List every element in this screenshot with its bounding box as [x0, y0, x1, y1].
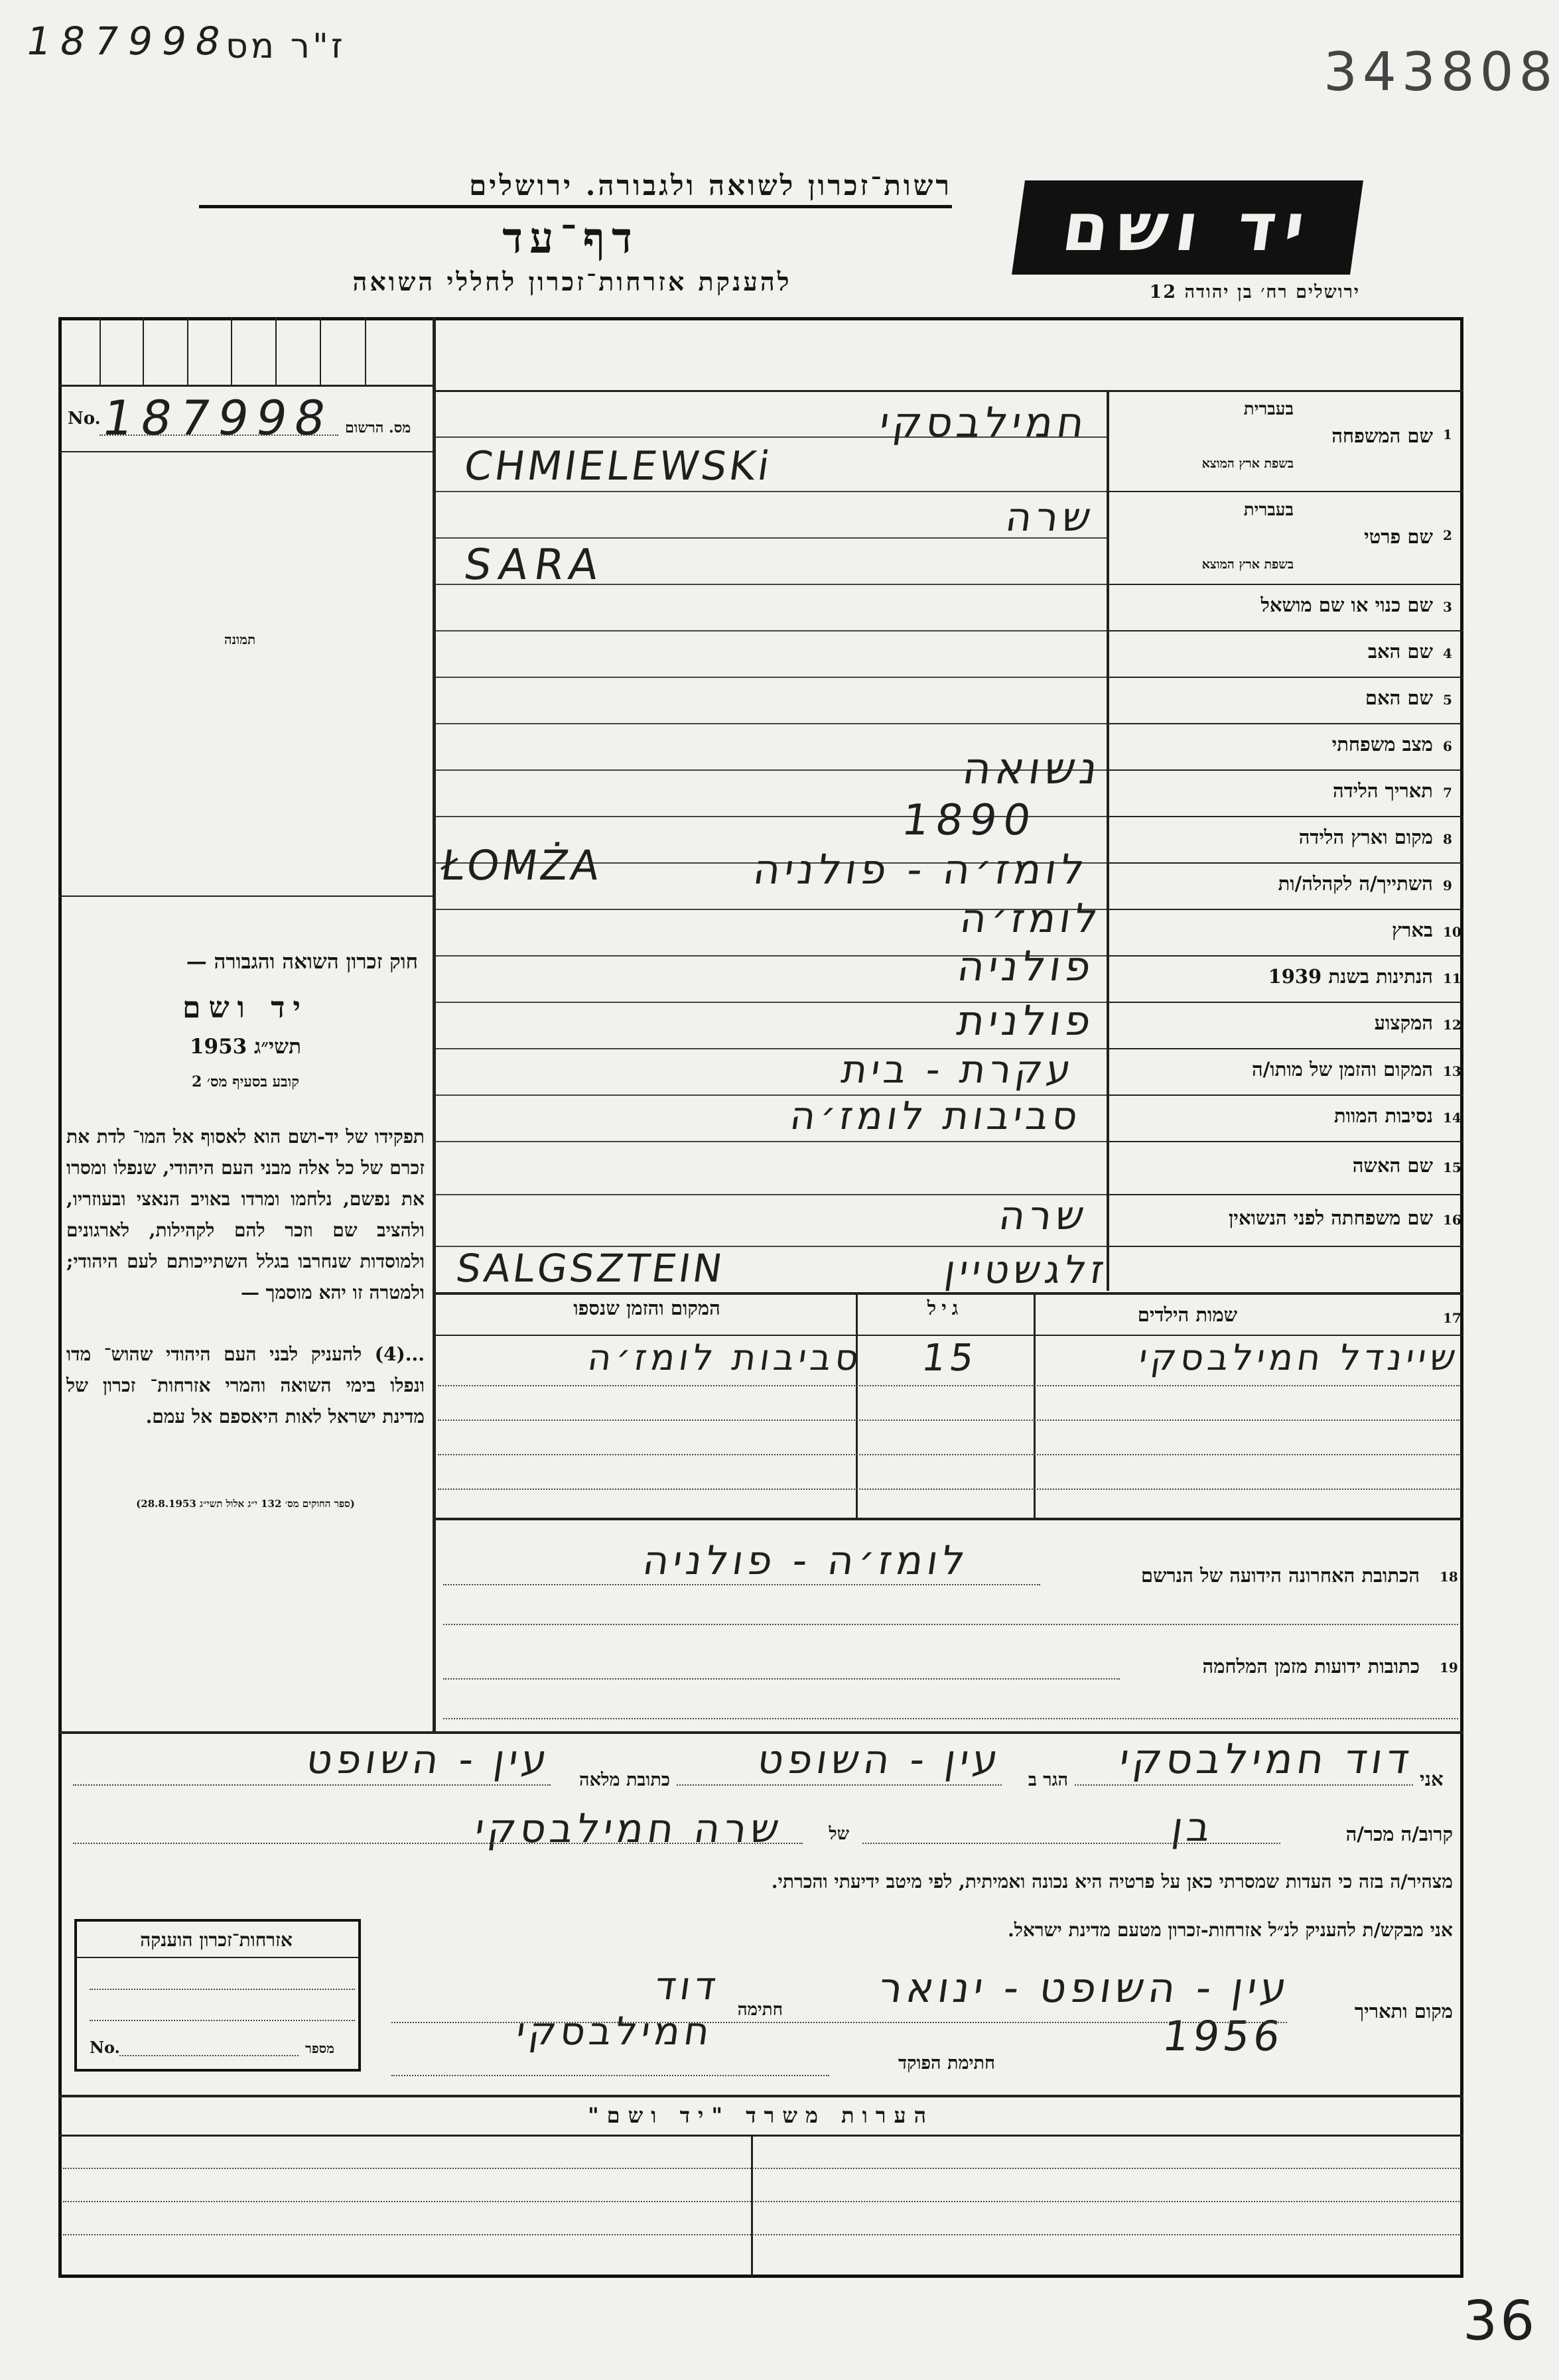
surname-original: CHMIELEWSKi	[461, 443, 776, 490]
last-address-number: 18	[1440, 1569, 1458, 1585]
field-value-line	[436, 630, 1107, 631]
last-address-value: לומז׳ה - פולניה	[640, 1538, 972, 1584]
citizenship-box-title: אזרחות־זכרון הוענקה	[140, 1929, 293, 1951]
decl-statement-1: מצהיר/ה בזה כי העדות שמסרתי כאן על פרטיה היא נכונה ואמיתית, לפי מיטב ידיעתי והכרתי.	[771, 1871, 1453, 1892]
field-number: 8	[1443, 831, 1452, 847]
field-label: מצב משפחתי	[1331, 733, 1433, 756]
firstname-original: SARA	[460, 541, 608, 590]
decl-resides-value: עין - השופט	[754, 1737, 1005, 1783]
form-title: דף־עד	[502, 214, 639, 263]
law-name: יד ושם	[182, 991, 308, 1025]
birth-place-hebrew: לומז׳ה - פולניה	[750, 845, 1092, 893]
field-row-divider	[1109, 816, 1463, 817]
field-row-divider	[1109, 630, 1463, 631]
country-value: פולניה	[954, 942, 1099, 990]
field-label: המקום והזמן של מותו/ה	[1251, 1058, 1433, 1081]
field-number: 9	[1443, 878, 1452, 893]
decl-full-address-label: כתובת מלאה	[579, 1770, 670, 1790]
field-sublabel-hebrew: בעברית	[1243, 399, 1294, 419]
field-value-line	[436, 723, 1107, 724]
field-label: תאריך הלידה	[1333, 779, 1433, 802]
citizenship-no-prefix: No.	[90, 2038, 120, 2057]
law-year: תשי״ג 1953	[189, 1035, 302, 1059]
logo-address: ירושלים רח׳ בן יהודה 12	[1149, 282, 1360, 302]
birth-place-original: ŁOMŻA	[437, 841, 606, 890]
field-label: שם המשפחה	[1331, 425, 1433, 447]
law-title: חוק זכרון השואה והגבורה —	[186, 950, 418, 974]
children-names-header: שמות הילדים	[1137, 1303, 1238, 1326]
children-field-number: 17	[1443, 1310, 1461, 1326]
field-row-divider	[1109, 584, 1463, 585]
field-label: הנתינות בשנת 1939	[1268, 965, 1433, 988]
field-label: שם משפחתה לפני הנשואין	[1229, 1207, 1433, 1229]
law-clause: קובע בסעיף מס׳ 2	[191, 1073, 300, 1091]
field-label: שם האב	[1367, 640, 1433, 663]
maiden-name-original: SALGSZTEIN	[453, 1246, 728, 1291]
archive-stamp: ז"ר מס	[226, 27, 346, 66]
authority-title: רשות־זכרון לשואה ולגבורה. ירושלים	[199, 169, 952, 208]
decl-relation-label: קרוב/ה מכר/ה	[1345, 1823, 1453, 1845]
field-sublabel-origin: בשפת ארץ המוצא	[1201, 557, 1294, 572]
war-addresses-number: 19	[1440, 1660, 1458, 1676]
field-label: מקום וארץ הלידה	[1298, 826, 1433, 848]
reg-number: 187998	[98, 390, 338, 446]
child-age: 15	[919, 1337, 981, 1380]
children-age-header: גיל	[927, 1297, 964, 1319]
field-number: 16	[1443, 1212, 1461, 1228]
children-place-header: המקום והזמן שנספו	[573, 1297, 720, 1319]
war-addresses-label: כתובות ידועות מזמן המלחמה	[1202, 1655, 1420, 1678]
decl-resides-label: הגר ב	[1028, 1770, 1068, 1790]
decl-of-value: שרה חמילבסקי	[472, 1806, 786, 1852]
decl-place-date-value: עין - השופט - ינואר 1956	[876, 1963, 1294, 2060]
reg-label: מס. הרשום	[345, 419, 411, 436]
field-number: 10	[1443, 924, 1461, 940]
citizenship-no-label: מספר	[305, 2040, 334, 2056]
field-number: 4	[1443, 645, 1452, 661]
field-label: שם פרטי	[1364, 525, 1433, 548]
field-row-divider	[1109, 677, 1463, 678]
field-value-line	[436, 1141, 1107, 1142]
profession-value: עקרת - בית	[839, 1047, 1078, 1092]
field-label: המקצוע	[1374, 1012, 1433, 1034]
law-source: (ספר החוקים מס׳ 132 י״ג אלול תשי״ג 28.8.1953)	[136, 1498, 355, 1510]
law-paragraph-2: ...(4) להעניק לבני העם היהודי שהוש־ מדו ונפלו בימי השואה והמרי אזרחות־ זכרון של מדינת ישראל לאות היאספם אל עמם.	[66, 1343, 425, 1427]
birth-date-value: 1890	[898, 796, 1041, 845]
field-label: בארץ	[1392, 919, 1433, 941]
decl-of-label: של	[829, 1824, 849, 1844]
page-number: 36	[1463, 2290, 1538, 2353]
archive-record-number: 187998	[23, 19, 234, 64]
field-number: 1	[1443, 427, 1452, 442]
field-label: שם כנוי או שם מושאל	[1260, 594, 1433, 616]
field-number: 2	[1443, 527, 1452, 543]
field-number: 5	[1443, 692, 1452, 708]
decl-signature-label: חתימה	[737, 2000, 783, 2020]
field-row-divider	[1109, 1246, 1463, 1247]
field-row-divider	[1109, 955, 1463, 957]
field-row-divider	[1109, 1002, 1463, 1003]
field-sublabel-origin: בשפת ארץ המוצא	[1201, 456, 1294, 471]
decl-name: דוד חמילבסקי	[1116, 1735, 1417, 1783]
field-number: 12	[1443, 1017, 1461, 1033]
archive-top-right-number: 343808	[1323, 41, 1558, 103]
surname-hebrew: חמילבסקי	[876, 398, 1092, 446]
field-row-divider	[1109, 723, 1463, 724]
field-number: 14	[1443, 1110, 1461, 1126]
field-label: שם האם	[1365, 687, 1433, 709]
field-row-divider	[1109, 491, 1463, 492]
child-name: שיינדל חמילבסקי	[1136, 1337, 1463, 1378]
field-row-divider	[1109, 1141, 1463, 1142]
field-row-divider	[1109, 909, 1463, 910]
decl-ani: אני	[1420, 1768, 1444, 1790]
field-label: שם האשה	[1352, 1154, 1433, 1177]
yad-vashem-logo	[1012, 180, 1363, 275]
death-place-value: סביבות לומז׳ה	[787, 1093, 1085, 1138]
last-address-label: הכתובת האחרונה הידועה של הנרשם	[1140, 1564, 1420, 1587]
field-number: 11	[1443, 970, 1461, 986]
decl-officer-label: חתימת הפוקד	[898, 2053, 995, 2074]
remarks-title: הערות משרד "יד ושם"	[587, 2103, 935, 2128]
field-number: 7	[1443, 785, 1452, 801]
nationality-value: פולנית	[954, 996, 1099, 1045]
field-number: 3	[1443, 599, 1452, 615]
field-number: 6	[1443, 738, 1452, 754]
photo-label: תמונה	[224, 631, 256, 647]
field-row-divider	[1109, 769, 1463, 771]
logo-text: יד ושם	[1057, 188, 1318, 266]
field-number: 13	[1443, 1063, 1461, 1079]
decl-relation-value: בן	[1169, 1804, 1217, 1851]
field-row-divider	[1109, 1048, 1463, 1049]
decl-full-address-value: עין - השופט	[303, 1737, 554, 1783]
decl-signature: דוד חמילבסקי	[513, 1963, 723, 2054]
field-label: נסיבות המוות	[1333, 1104, 1433, 1127]
marital-status-value: נשואה	[959, 743, 1105, 794]
field-value-line	[436, 677, 1107, 678]
decl-statement-2: אני מבקש/ת להעניק לנ״ל אזרחות-זכרון מטעם מדינת ישראל.	[1008, 1919, 1453, 1941]
maiden-name-hebrew: זלגשטיין	[941, 1247, 1111, 1292]
reg-prefix: No.	[68, 409, 101, 429]
wife-name-value: שרה	[996, 1193, 1091, 1239]
field-row-divider	[1109, 1094, 1463, 1096]
firstname-hebrew: שרה	[1002, 494, 1098, 541]
form-subtitle: להענקת אזרחות־זכרון לחללי השואה	[352, 267, 792, 297]
law-paragraph-1: תפקידו של יד-ושם הוא לאסוף אל המו־ לדת את זכרם של כל אלה מבני העם היהודי, שנפלו ומסרו את נפשם, נלחמו ומרדו באויב הנאצי ובעוזריו, ולהציב שם וזכר להם לקהילות, לארגונים ולמוסדות שנחרבו בגלל השתייכותם לעם היהודי; ולמטרה זו יהא מוסמך —	[66, 1126, 425, 1303]
field-label: השתייך/ה לקהלה/ות	[1278, 872, 1433, 895]
decl-place-date-label: מקום ותאריך	[1354, 2000, 1453, 2022]
field-value-line	[436, 491, 1107, 492]
field-sublabel-hebrew: בעברית	[1243, 500, 1294, 520]
field-row-divider	[1109, 1194, 1463, 1195]
community-value: לומז׳ה	[957, 895, 1105, 942]
child-place: סביבות לומז׳ה	[585, 1337, 866, 1378]
field-row-divider	[1109, 862, 1463, 864]
field-number: 15	[1443, 1159, 1461, 1175]
